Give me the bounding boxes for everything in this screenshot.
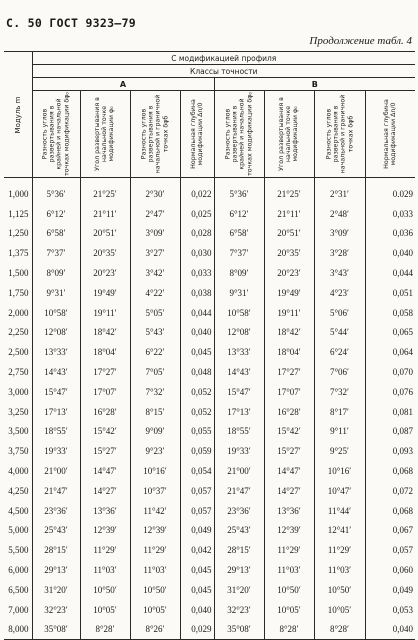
value-cell: 8°17′ [314,402,365,422]
value-cell: 18°04′ [264,342,314,362]
value-cell: 0,051 [365,283,415,303]
value-cell: 35°08′ [214,620,264,640]
value-cell: 3°09′ [130,224,180,244]
value-cell: 0,028 [180,224,214,244]
value-cell: 12°39′ [264,521,314,541]
value-cell: 14°43′ [214,362,264,382]
value-cell: 20°35′ [80,243,130,263]
value-cell: 21°00′ [32,461,80,481]
value-cell: 17°07′ [264,382,314,402]
module-cell: 5,000 [4,521,32,541]
value-cell: 0,065 [365,323,415,343]
value-cell: 11°29′ [80,540,130,560]
value-cell: 21°47′ [214,481,264,501]
table-row [4,481,415,501]
value-cell: 0,048 [180,362,214,382]
value-cell: 16°28′ [264,402,314,422]
value-cell: 0,030 [180,243,214,263]
module-cell: 2,500 [4,342,32,362]
value-cell: 23°36′ [32,501,80,521]
value-cell: 0,036 [365,224,415,244]
value-cell: 7°32′ [130,382,180,402]
value-cell: 2°30′ [130,178,180,204]
value-cell: 0,040 [180,323,214,343]
module-cell: 4,000 [4,461,32,481]
col-angle-diff-b: Разность углов развертывания в крайней и начальной точках модификации δφ₀ [214,91,264,178]
module-cell: 1,125 [4,204,32,224]
value-cell: 11°44′ [314,501,365,521]
value-cell: 17°27′ [80,362,130,382]
value-cell: 25°43′ [32,521,80,541]
value-cell: 31°20′ [32,580,80,600]
value-cell: 0,052 [180,382,214,402]
value-cell: 0,025 [180,204,214,224]
module-cell: 5,500 [4,540,32,560]
value-cell: 10°50′ [130,580,180,600]
module-cell: 2,250 [4,323,32,343]
module-cell: 7,000 [4,600,32,620]
value-cell: 0,052 [180,402,214,422]
value-cell: 15°27′ [264,441,314,461]
module-cell: 2,000 [4,303,32,323]
value-cell: 6°24′ [314,342,365,362]
module-cell: 6,500 [4,580,32,600]
value-cell: 0,033 [180,263,214,283]
value-cell: 3°42′ [130,263,180,283]
value-cell: 18°55′ [32,422,80,442]
value-cell: 0,070 [365,362,415,382]
value-cell: 13°36′ [264,501,314,521]
value-cell: 9°31′ [32,283,80,303]
value-cell: 10°16′ [130,461,180,481]
table-row [4,521,415,541]
value-cell: 11°03′ [264,560,314,580]
value-cell: 5°43′ [130,323,180,343]
value-cell: 0,045 [180,342,214,362]
value-cell: 18°04′ [80,342,130,362]
module-cell: 2,750 [4,362,32,382]
value-cell: 0,042 [180,540,214,560]
value-cell: 21°11′ [80,204,130,224]
module-cell: 3,750 [4,441,32,461]
value-cell: 13°33′ [32,342,80,362]
table-row [4,342,415,362]
value-cell: 10°50′ [264,580,314,600]
value-cell: 0,054 [180,461,214,481]
module-cell: 3,000 [4,382,32,402]
value-cell: 0,093 [365,441,415,461]
module-cell: 1,000 [4,178,32,204]
module-cell: 3,250 [4,402,32,422]
table-row [4,422,415,442]
value-cell: 20°35′ [264,243,314,263]
table-row [4,362,415,382]
value-cell: 15°47′ [32,382,80,402]
value-cell: 21°47′ [32,481,80,501]
value-cell: 0,053 [365,600,415,620]
value-cell: 8°15′ [130,402,180,422]
value-cell: 10°58′ [214,303,264,323]
table-row [4,441,415,461]
value-cell: 23°36′ [214,501,264,521]
value-cell: 8°09′ [214,263,264,283]
table-row [4,501,415,521]
value-cell: 0,064 [365,342,415,362]
value-cell: 5°44′ [314,323,365,343]
value-cell: 20°23′ [264,263,314,283]
table-row [4,620,415,640]
module-header: Модуль m [4,52,32,178]
value-cell: 11°29′ [264,540,314,560]
value-cell: 0,067 [365,521,415,541]
table-row [4,382,415,402]
value-cell: 8°28′ [264,620,314,640]
col-angle-diff-bound-a: Разность углов развертывания в начальной и граничной точках δφб [130,91,180,178]
class-a-header: А [32,78,214,91]
value-cell: 32°23′ [32,600,80,620]
value-cell: 14°27′ [264,481,314,501]
value-cell: 3°09′ [314,224,365,244]
value-cell: 6°12′ [32,204,80,224]
value-cell: 18°42′ [80,323,130,343]
value-cell: 0,059 [180,441,214,461]
value-cell: 0,057 [180,481,214,501]
value-cell: 12°39′ [80,521,130,541]
value-cell: 0,055 [180,422,214,442]
value-cell: 21°00′ [214,461,264,481]
table-row [4,402,415,422]
value-cell: 11°29′ [314,540,365,560]
value-cell: 17°07′ [80,382,130,402]
continuation-label: Продолжение табл. 4 [309,35,412,47]
value-cell: 10°37′ [130,481,180,501]
value-cell: 0,029 [180,620,214,640]
value-cell: 0,081 [365,402,415,422]
classes-title: Классы точности [32,65,415,78]
table-row [4,283,415,303]
value-cell: 0,058 [365,303,415,323]
module-cell: 3,500 [4,422,32,442]
value-cell: 35°08′ [32,620,80,640]
value-cell: 19°49′ [80,283,130,303]
value-cell: 11°29′ [130,540,180,560]
value-cell: 15°42′ [80,422,130,442]
value-cell: 19°33′ [32,441,80,461]
value-cell: 10°16′ [314,461,365,481]
value-cell: 10°05′ [130,600,180,620]
value-cell: 15°42′ [264,422,314,442]
value-cell: 32°23′ [214,600,264,620]
value-cell: 18°55′ [214,422,264,442]
col-depth-b: Нормальная глубина модификации Δn/0 [365,91,415,178]
col-angle-unroll-b: Угол развертывания в начальной точке модификации φ₀ [264,91,314,178]
value-cell: 29°13′ [32,560,80,580]
table-row [4,263,415,283]
value-cell: 14°47′ [80,461,130,481]
value-cell: 12°41′ [314,521,365,541]
gear-modification-table [4,51,415,640]
value-cell: 9°09′ [130,422,180,442]
value-cell: 10°47′ [314,481,365,501]
value-cell: 4°22′ [130,283,180,303]
value-cell: 19°11′ [80,303,130,323]
value-cell: 8°09′ [32,263,80,283]
value-cell: 12°08′ [214,323,264,343]
value-cell: 20°23′ [80,263,130,283]
value-cell: 0,060 [365,560,415,580]
table-row [4,243,415,263]
value-cell: 7°37′ [32,243,80,263]
value-cell: 10°58′ [32,303,80,323]
value-cell: 5°05′ [130,303,180,323]
value-cell: 8°28′ [80,620,130,640]
value-cell: 0,044 [180,303,214,323]
value-cell: 15°47′ [214,382,264,402]
value-cell: 0,087 [365,422,415,442]
value-cell: 0,049 [365,580,415,600]
value-cell: 13°33′ [214,342,264,362]
value-cell: 19°33′ [214,441,264,461]
value-cell: 28°15′ [214,540,264,560]
value-cell: 7°05′ [130,362,180,382]
page-label: С. 50 ГОСТ 9323—79 [6,16,137,30]
value-cell: 0,057 [365,540,415,560]
module-cell: 1,375 [4,243,32,263]
value-cell: 3°43′ [314,263,365,283]
value-cell: 0,076 [365,382,415,402]
value-cell: 2°47′ [130,204,180,224]
value-cell: 13°36′ [80,501,130,521]
value-cell: 4°23′ [314,283,365,303]
col-depth-a: Нормальная глубина модификации Δn/0 [180,91,214,178]
value-cell: 29°13′ [214,560,264,580]
value-cell: 14°43′ [32,362,80,382]
value-cell: 7°06′ [314,362,365,382]
value-cell: 11°03′ [80,560,130,580]
value-cell: 21°11′ [264,204,314,224]
value-cell: 21°25′ [264,178,314,204]
table-row [4,461,415,481]
table-row [4,600,415,620]
value-cell: 0,022 [180,178,214,204]
table-row [4,540,415,560]
value-cell: 19°49′ [264,283,314,303]
value-cell: 0,033 [365,204,415,224]
module-cell: 1,750 [4,283,32,303]
module-cell: 6,000 [4,560,32,580]
value-cell: 16°28′ [80,402,130,422]
value-cell: 9°11′ [314,422,365,442]
value-cell: 3°28′ [314,243,365,263]
module-cell: 1,250 [4,224,32,244]
value-cell: 10°05′ [264,600,314,620]
value-cell: 25°43′ [214,521,264,541]
value-cell: 9°31′ [214,283,264,303]
value-cell: 0,068 [365,461,415,481]
value-cell: 20°51′ [80,224,130,244]
col-angle-diff-a: Разность углов развертывания в крайней и начальной точках модификации δφ₀ [32,91,80,178]
table-row [4,560,415,580]
value-cell: 0.029 [365,178,415,204]
value-cell: 6°58′ [214,224,264,244]
value-cell: 7°37′ [214,243,264,263]
value-cell: 14°47′ [264,461,314,481]
value-cell: 15°27′ [80,441,130,461]
value-cell: 0,049 [180,521,214,541]
value-cell: 11°03′ [314,560,365,580]
value-cell: 28°15′ [32,540,80,560]
value-cell: 5°36′ [32,178,80,204]
col-angle-diff-bound-b: Разность углов развертывания в начальной и граничной точках δφб [314,91,365,178]
value-cell: 0,038 [180,283,214,303]
value-cell: 0,040 [180,600,214,620]
class-b-header: В [214,78,415,91]
value-cell: 11°03′ [130,560,180,580]
value-cell: 11°42′ [130,501,180,521]
value-cell: 2°31′ [314,178,365,204]
table-row [4,580,415,600]
table-row [4,204,415,224]
col-angle-unroll-a: Угол развертывания в начальной точке модификации φ₀ [80,91,130,178]
value-cell: 6°58′ [32,224,80,244]
value-cell: 6°22′ [130,342,180,362]
group-title: С модификацией профиля [32,52,415,65]
value-cell: 0,040 [365,243,415,263]
value-cell: 0,040 [365,620,415,640]
value-cell: 7°32′ [314,382,365,402]
value-cell: 0,068 [365,501,415,521]
value-cell: 10°05′ [80,600,130,620]
value-cell: 17°13′ [214,402,264,422]
value-cell: 20°51′ [264,224,314,244]
value-cell: 31°20′ [214,580,264,600]
value-cell: 0,044 [365,263,415,283]
value-cell: 12°08′ [32,323,80,343]
value-cell: 8°26′ [130,620,180,640]
value-cell: 6°12′ [214,204,264,224]
value-cell: 9°23′ [130,441,180,461]
value-cell: 0,045 [180,560,214,580]
module-cell: 1,500 [4,263,32,283]
module-cell: 4,500 [4,501,32,521]
table-row [4,323,415,343]
value-cell: 10°50′ [80,580,130,600]
value-cell: 0,057 [180,501,214,521]
value-cell: 21°25′ [80,178,130,204]
value-cell: 2°48′ [314,204,365,224]
value-cell: 8°28′ [314,620,365,640]
table-row [4,178,415,204]
value-cell: 14°27′ [80,481,130,501]
value-cell: 19°11′ [264,303,314,323]
module-cell: 8,000 [4,620,32,640]
table-row [4,303,415,323]
value-cell: 5°36′ [214,178,264,204]
value-cell: 17°27′ [264,362,314,382]
value-cell: 9°25′ [314,441,365,461]
value-cell: 3°27′ [130,243,180,263]
value-cell: 5°06′ [314,303,365,323]
value-cell: 10°05′ [314,600,365,620]
module-cell: 4,250 [4,481,32,501]
value-cell: 10°50′ [314,580,365,600]
value-cell: 12°39′ [130,521,180,541]
value-cell: 0,072 [365,481,415,501]
value-cell: 17°13′ [32,402,80,422]
table-row [4,224,415,244]
value-cell: 0,045 [180,580,214,600]
value-cell: 18°42′ [264,323,314,343]
